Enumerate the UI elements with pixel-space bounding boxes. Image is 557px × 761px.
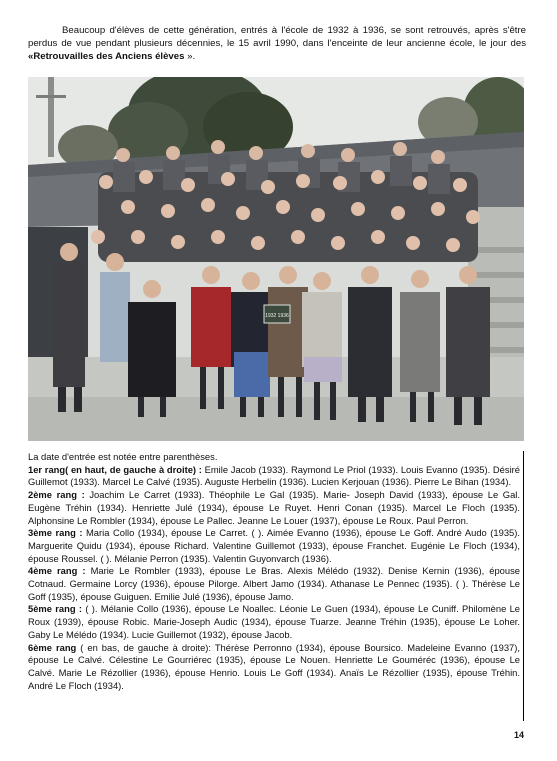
group-photo	[28, 77, 524, 441]
caption-row-6	[28, 642, 520, 693]
caption-row-5	[28, 603, 520, 641]
row-label: 6ème rang	[28, 641, 77, 653]
row-label: 1er rang( en haut, de gauche à droite) :	[28, 463, 202, 475]
row-names: ( ). Mélanie Collo (1936), épouse Le Noallec. Léonie Le Guen (1934), épouse Le Cuniff. Philomène Le Roux (1939), épouse Robic. Marie-Joseph Audic (1934), épouse Tuarze. Jeanne Tréhin (1935), épouse Le Loher. Gaby Le Mélédo (1934). Lucie Guillemot (1932), épouse Jacob.	[28, 603, 521, 640]
row-names: Joachim Le Carret (1933). Théophile Le Gal (1935). Marie- Joseph David (1933), épouse Le Gal. Eugène Tréhin (1934). Henriette Julé (1934), épouse Le Ruyet. Henri Conan (1935). Marcel Le Floch (1935). Alphonsine Le Rombler (1934), épouse Le Pallec. Jeanne Le Louer (1937), épouse Le Roux. Paul Perron.	[28, 489, 520, 526]
page-number: 14	[514, 730, 525, 740]
intro-end: ».	[184, 51, 196, 62]
intro-text: Beaucoup d'élèves de cette génération, entrés à l'école de 1932 à 1936, se sont retrouvés, après s'être perdus de vue pendant plusieurs décennies, le 15 avril 1990, dans l'enceinte de leur ancienne école, le jour des	[28, 25, 526, 49]
row-label: 4ème rang :	[28, 565, 86, 577]
caption-note: La date d'entrée est notée entre parenthèses.	[28, 451, 218, 462]
photo-captions	[28, 451, 524, 721]
row-names: Maria Collo (1934), épouse Le Carret. ( ). Aimée Evanno (1936), épouse Le Goff. André Audo (1935). Marguerite Quidu (1934), épouse Richard. Valentine Guillemot (1933), épouse Franchet. Eugénie Le Floch (1934), épouse Roussel. ( ). Mélanie Perron (1935). Valentin Guyonvarch (1936).	[28, 527, 521, 564]
row-names: ( en bas, de gauche à droite): Thérèse Perronno (1934), épouse Boursico. Madeleine Evanno (1937), épouse Le Calvé. Célestine Le Gourriérec (1935), épouse Le Nouen. Henriette Le Gouméréc (1936), épouse Le Calvé. Marie Le Rézollier (1936), épouse Henrio. Louis Le Goff (1934). Anaïs Le Rézollier (1935), épouse Tréhin. André Le Floch (1934).	[28, 641, 520, 691]
row-label: 2ème rang :	[28, 489, 85, 501]
row-names: Marie Le Rombler (1933), épouse Le Bras. Alexis Mélédo (1932). Denise Kernin (1936), épouse Cotnaud. Germaine Lorcy (1936), épouse Pilorge. Albert Jamo (1934). Athanase Le Pennec (1935). ( ). Thérèse Le Goff (1935), épouse Guiguen. Emilie Julé (1936), épouse Jamo.	[28, 565, 521, 602]
intro-paragraph	[28, 24, 526, 63]
intro-highlight: «Retrouvailles des Anciens élèves	[28, 51, 185, 62]
caption-row-1	[28, 464, 520, 489]
caption-row-3	[28, 527, 520, 565]
caption-row-4	[28, 565, 520, 603]
row-label: 3ème rang :	[28, 527, 83, 539]
row-names: Emile Jacob (1933). Raymond Le Priol (1933). Louis Evanno (1935). Désiré Guillemot (1933). Marcel Le Calvé (1935). Auguste Herbelin (1936). Lucien Kerjouan (1936). Pierre Le Bihan (1934).	[28, 463, 521, 488]
caption-row-2	[28, 489, 520, 527]
sign-text: 1932 1936	[265, 313, 289, 319]
row-label: 5ème rang :	[28, 603, 83, 615]
name-sign	[264, 305, 290, 323]
